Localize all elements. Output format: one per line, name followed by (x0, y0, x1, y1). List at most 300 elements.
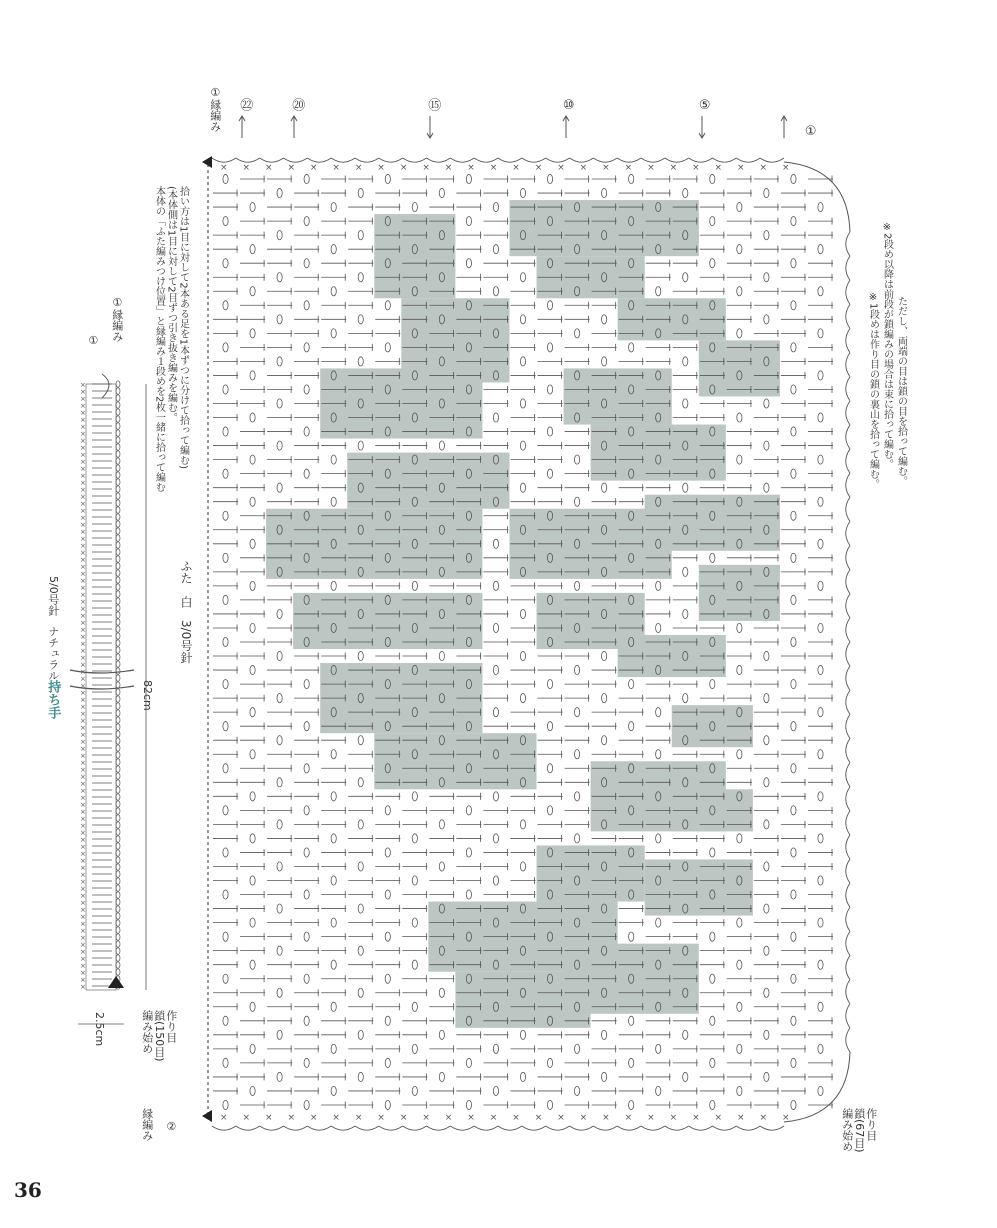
handle-x: × (80, 465, 86, 473)
handle-x: × (80, 563, 86, 571)
x-stitch: × (692, 1113, 700, 1123)
handle-x: × (80, 626, 86, 634)
chain-symbol (277, 315, 282, 324)
chain-symbol (574, 329, 579, 338)
chain-symbol (223, 679, 228, 688)
handle-chain (116, 584, 120, 590)
picot-edge (593, 1126, 617, 1130)
x-stitch: × (467, 1113, 475, 1123)
chain-symbol (764, 315, 769, 324)
chain-symbol (358, 273, 363, 282)
chain-symbol (818, 245, 823, 254)
handle-x: × (80, 430, 86, 438)
chain-symbol (304, 679, 309, 688)
handle-chain (116, 640, 120, 646)
chain-symbol (277, 273, 282, 282)
chain-symbol (737, 1044, 742, 1053)
chain-symbol (412, 960, 417, 969)
chain-symbol (791, 974, 796, 983)
chain-symbol (818, 202, 823, 211)
handle-chain (116, 626, 120, 632)
chain-symbol (277, 862, 282, 871)
chain-symbol (439, 988, 444, 997)
chain-symbol (331, 792, 336, 801)
motif-block (293, 593, 482, 649)
motif-block (347, 453, 509, 509)
x-stitch: × (647, 1113, 655, 1123)
x-stitch: × (579, 163, 588, 173)
chain-symbol (358, 820, 363, 829)
picot-edge (546, 1126, 570, 1130)
chain-symbol (656, 708, 661, 717)
chain-symbol (520, 483, 525, 492)
handle-x: × (80, 808, 86, 816)
picot-edge (846, 570, 850, 594)
handle-chain (116, 836, 120, 842)
chain-symbol (466, 1058, 471, 1067)
chain-symbol (304, 174, 309, 183)
handle-chain (116, 500, 120, 506)
picot-edge (846, 401, 850, 425)
chain-symbol (331, 834, 336, 843)
x-stitch: × (354, 163, 363, 173)
x-stitch: × (579, 1113, 588, 1123)
x-stitch: × (512, 1113, 520, 1123)
chain-symbol (520, 1030, 525, 1039)
chain-symbol (818, 287, 823, 296)
chain-symbol (223, 595, 228, 604)
chain-symbol (250, 665, 255, 674)
handle-x: × (80, 549, 86, 557)
handle-x: × (80, 528, 86, 536)
x-stitch: × (332, 163, 340, 173)
x-stitch: × (782, 1113, 790, 1123)
chain-symbol (250, 918, 255, 927)
chain-symbol (547, 1100, 552, 1109)
picot-edge (846, 1028, 850, 1052)
chain-symbol (277, 736, 282, 745)
x-stitch: × (602, 1113, 610, 1123)
x-stitch: × (534, 1113, 543, 1123)
handle-x: × (80, 766, 86, 774)
picot-edge (593, 158, 617, 162)
chain-symbol (710, 1058, 715, 1067)
chain-symbol (277, 357, 282, 366)
handle-x: × (80, 801, 86, 809)
handle-x: × (80, 934, 86, 942)
chain-symbol (250, 792, 255, 801)
handle-chain (116, 927, 120, 933)
chain-symbol (791, 1058, 796, 1067)
x-stitch: × (624, 163, 633, 173)
chain-symbol (818, 539, 823, 548)
chain-symbol (818, 960, 823, 969)
chain-symbol (818, 371, 823, 380)
handle-chain (116, 514, 120, 520)
chain-symbol (466, 890, 471, 899)
chain-symbol (223, 511, 228, 520)
picot-edge (713, 158, 737, 162)
chain-symbol (358, 315, 363, 324)
handle-chain (116, 423, 120, 429)
picot-edge (846, 280, 850, 304)
handle-x: × (80, 675, 86, 683)
handle-x: × (80, 976, 86, 984)
picot-edge (331, 1126, 355, 1130)
chain-symbol (250, 623, 255, 632)
chain-symbol (304, 217, 309, 226)
chain-symbol (602, 1030, 607, 1039)
lid-chart (202, 156, 850, 1130)
x-stitch: × (332, 1113, 340, 1123)
chain-symbol (818, 413, 823, 422)
handle-x: × (80, 521, 86, 529)
picot-edge (846, 377, 850, 401)
handle-chain (116, 507, 120, 513)
chain-symbol (277, 778, 282, 787)
x-stitch: × (602, 163, 610, 173)
x-stitch: × (669, 1113, 678, 1123)
handle-x: × (80, 381, 86, 389)
picot-edge (427, 158, 451, 162)
handle-curve (102, 374, 109, 398)
handle-chain (116, 843, 120, 849)
chain-symbol (223, 385, 228, 394)
chain-symbol (629, 679, 634, 688)
x-stitch: × (759, 163, 768, 173)
picot-edge (846, 256, 850, 280)
chain-symbol (493, 876, 498, 885)
handle-chain (116, 899, 120, 905)
chain-symbol (493, 202, 498, 211)
chain-symbol (656, 1044, 661, 1053)
chain-symbol (791, 764, 796, 773)
chain-symbol (358, 904, 363, 913)
handle-x: × (80, 416, 86, 424)
chain-symbol (250, 539, 255, 548)
handle-x: × (80, 598, 86, 606)
chain-symbol (304, 1100, 309, 1109)
picot-edge (331, 158, 355, 162)
chain-symbol (791, 595, 796, 604)
chain-symbol (250, 245, 255, 254)
handle-x: × (80, 822, 86, 830)
handle-chain (116, 780, 120, 786)
lid-color: 白 (179, 596, 193, 608)
lid-start-foundation-text: 作り目 (864, 1108, 878, 1141)
chain-symbol (520, 694, 525, 703)
handle-chain (116, 717, 120, 723)
chain-symbol (629, 1100, 634, 1109)
chain-symbol (412, 202, 417, 211)
x-stitch: × (624, 1113, 633, 1123)
picot-edge (379, 1126, 403, 1130)
chain-symbol (466, 259, 471, 268)
handle-x: × (80, 619, 86, 627)
chain-symbol (602, 483, 607, 492)
chain-symbol (602, 651, 607, 660)
picot-edge (760, 1126, 784, 1130)
picot-edge (474, 1126, 498, 1130)
handle-chain (116, 920, 120, 926)
x-stitch: × (467, 163, 475, 173)
handle-chain (116, 654, 120, 660)
chain-symbol (737, 455, 742, 464)
handle-chain (116, 577, 120, 583)
handle-chain (116, 486, 120, 492)
chain-symbol (764, 988, 769, 997)
picot-edge (307, 158, 331, 162)
chain-symbol (818, 708, 823, 717)
chain-symbol (331, 497, 336, 506)
handle-chain (116, 822, 120, 828)
handle-x: × (80, 682, 86, 690)
handle-chain (116, 864, 120, 870)
chain-symbol (818, 876, 823, 885)
x-stitch: × (220, 163, 228, 173)
handle-start-label-text: 編み始め (140, 1010, 154, 1054)
chain-symbol (791, 217, 796, 226)
chain-symbol (710, 259, 715, 268)
chain-symbol (710, 1100, 715, 1109)
chain-symbol (493, 581, 498, 590)
motif-block (374, 733, 536, 789)
picot-edge (355, 1126, 379, 1130)
picot-edge (236, 158, 260, 162)
handle-x: × (80, 787, 86, 795)
handle-chain (116, 878, 120, 884)
lid-edge-bottom-round-text: ② (164, 1120, 178, 1133)
handle-chain (116, 689, 120, 695)
handle-chain (116, 612, 120, 618)
picot-edge (570, 1126, 594, 1130)
x-stitch: × (264, 1113, 273, 1123)
handle-x: × (80, 402, 86, 410)
chain-symbol (466, 848, 471, 857)
chain-symbol (358, 778, 363, 787)
x-stitch: × (714, 1113, 723, 1123)
x-stitch: × (534, 163, 543, 173)
row-label-5-text: ⑤ (697, 98, 713, 113)
handle-x: × (80, 794, 86, 802)
handle-x: × (80, 458, 86, 466)
chain-symbol (520, 188, 525, 197)
handle-x: × (80, 745, 86, 753)
chain-symbol (331, 202, 336, 211)
chain-symbol (385, 1016, 390, 1025)
chain-symbol (223, 932, 228, 941)
chain-symbol (574, 665, 579, 674)
chain-symbol (818, 918, 823, 927)
chain-symbol (818, 623, 823, 632)
chain-symbol (791, 722, 796, 731)
handle-x: × (80, 584, 86, 592)
handle-chain (116, 759, 120, 765)
chain-symbol (277, 188, 282, 197)
footnote-2-text: ※2段め以降は前段が鎖編みの場合は束に拾って編む。 (881, 222, 893, 470)
picot-edge (617, 158, 641, 162)
x-stitch: × (242, 1113, 251, 1123)
handle-x: × (80, 612, 86, 620)
picot-edge (846, 738, 850, 762)
picot-edge (236, 1126, 260, 1130)
handle-chain (116, 444, 120, 450)
chain-symbol (223, 1016, 228, 1025)
chain-symbol (737, 1002, 742, 1011)
handle-x: × (80, 493, 86, 501)
picot-edge (522, 1126, 546, 1130)
chain-symbol (710, 553, 715, 562)
chain-symbol (574, 792, 579, 801)
chain-symbol (250, 708, 255, 717)
handle-x: × (80, 570, 86, 578)
page-number: 36 (14, 1178, 42, 1202)
picot-edge (846, 521, 850, 545)
x-stitch: × (557, 163, 565, 173)
chain-symbol (602, 736, 607, 745)
chain-symbol (358, 357, 363, 366)
handle-chain (116, 437, 120, 443)
handle-chain (116, 794, 120, 800)
chain-symbol (710, 932, 715, 941)
chain-symbol (520, 1072, 525, 1081)
chain-symbol (304, 1016, 309, 1025)
chain-symbol (683, 273, 688, 282)
picot-edge (846, 787, 850, 811)
chain-symbol (466, 217, 471, 226)
picot-edge (403, 158, 427, 162)
handle-start-chain-text: 鎖(150目) (152, 1010, 166, 1062)
chain-symbol (791, 174, 796, 183)
handle-chain (116, 521, 120, 527)
picot-edge (846, 907, 850, 931)
x-stitch: × (512, 163, 520, 173)
chain-symbol (385, 174, 390, 183)
handle-chain (116, 528, 120, 534)
handle-x: × (80, 829, 86, 837)
handle-start-foundation-text: 作り目 (164, 1010, 178, 1043)
x-stitch: × (647, 163, 655, 173)
chain-symbol (520, 357, 525, 366)
x-stitch: × (264, 163, 273, 173)
handle-x: × (80, 556, 86, 564)
handle-chain (116, 563, 120, 569)
picot-edge (846, 497, 850, 521)
chain-symbol (277, 1072, 282, 1081)
chain-symbol (358, 946, 363, 955)
handle-x: × (80, 885, 86, 893)
chain-symbol (574, 1044, 579, 1053)
handle-x: × (80, 542, 86, 550)
picot-edge (846, 811, 850, 835)
chain-symbol (520, 315, 525, 324)
handle-chain (116, 885, 120, 891)
handle-chain (116, 451, 120, 457)
chain-symbol (412, 1086, 417, 1095)
chain-symbol (223, 427, 228, 436)
chain-symbol (385, 974, 390, 983)
x-stitch: × (377, 1113, 385, 1123)
chain-symbol (358, 651, 363, 660)
x-stitch: × (737, 163, 745, 173)
handle-x: × (80, 486, 86, 494)
chain-symbol (223, 637, 228, 646)
chain-symbol (304, 469, 309, 478)
chain-symbol (223, 553, 228, 562)
handle-x: × (80, 689, 86, 697)
chain-symbol (250, 876, 255, 885)
chain-symbol (493, 1086, 498, 1095)
chain-symbol (385, 848, 390, 857)
chain-symbol (520, 651, 525, 660)
chain-symbol (602, 188, 607, 197)
x-stitch: × (309, 163, 318, 173)
handle-x: × (80, 388, 86, 396)
handle-chain (116, 969, 120, 975)
handle-chain (116, 892, 120, 898)
chain-symbol (520, 862, 525, 871)
chain-symbol (683, 694, 688, 703)
handle-x: × (80, 395, 86, 403)
handle-chain (116, 556, 120, 562)
handle-chain (116, 493, 120, 499)
chain-symbol (791, 385, 796, 394)
picot-edge (846, 449, 850, 473)
chain-symbol (737, 202, 742, 211)
chain-symbol (412, 1002, 417, 1011)
chain-symbol (737, 413, 742, 422)
chain-symbol (250, 329, 255, 338)
picot-edge (570, 158, 594, 162)
chain-symbol (223, 343, 228, 352)
handle-chain (116, 857, 120, 863)
handle-x: × (80, 710, 86, 718)
x-stitch: × (737, 1113, 745, 1123)
chain-symbol (250, 455, 255, 464)
chain-symbol (818, 581, 823, 590)
lid-edge-top-text: ①縁編み (208, 86, 222, 132)
chain-symbol (520, 441, 525, 450)
picot-edge (641, 158, 665, 162)
handle-chain (116, 850, 120, 856)
lid-start-chain-text: 鎖(67目) (852, 1108, 866, 1153)
handle-x: × (80, 696, 86, 704)
chain-symbol (277, 988, 282, 997)
chain-symbol (331, 918, 336, 927)
chain-symbol (683, 188, 688, 197)
chain-symbol (818, 750, 823, 759)
x-stitch: × (377, 163, 385, 173)
handle-chain (116, 647, 120, 653)
chain-symbol (683, 1030, 688, 1039)
x-stitch: × (354, 1113, 363, 1123)
handle-chain (116, 633, 120, 639)
chain-symbol (629, 722, 634, 731)
chain-symbol (574, 750, 579, 759)
handle-x: × (80, 941, 86, 949)
handle-x: × (80, 857, 86, 865)
handle-x: × (80, 472, 86, 480)
chain-symbol (223, 974, 228, 983)
chain-symbol (304, 259, 309, 268)
chain-symbol (331, 960, 336, 969)
handle-chain (116, 703, 120, 709)
chain-symbol (250, 1044, 255, 1053)
chain-symbol (304, 764, 309, 773)
chain-symbol (304, 1058, 309, 1067)
chain-symbol (385, 301, 390, 310)
picot-edge (846, 690, 850, 714)
